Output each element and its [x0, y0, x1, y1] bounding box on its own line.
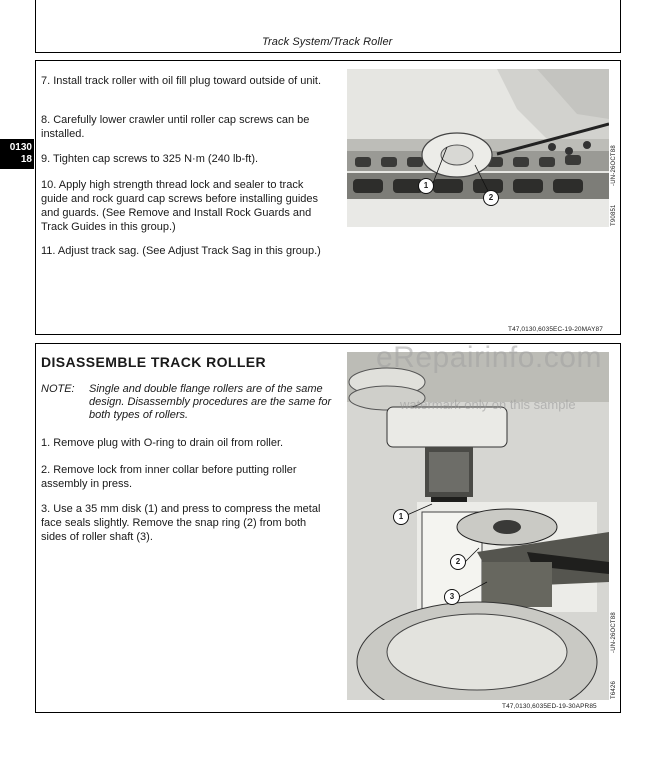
step-11: 11. Adjust track sag. (See Adjust Track Sag in this group.) — [41, 245, 321, 257]
step-9: 9. Tighten cap screws to 325 N·m (240 lb-ft). — [41, 153, 259, 165]
figure1-code-top: -UN-26OCT88 — [611, 145, 617, 186]
watermark-site: eRepairinfo.com — [376, 341, 602, 374]
track-roller-illustration — [347, 69, 609, 227]
note-text: Single and double flange rollers are of the same design. Disassembly procedures are the same for both types of rollers. — [89, 383, 332, 421]
figure1-code-bottom: T90851 — [611, 204, 617, 226]
figure2-callout-2: 2 — [450, 554, 466, 570]
section1-reference-code: T47,0130,6035EC-19-20MAY87 — [508, 326, 603, 333]
figure2-callout-3: 3 — [444, 589, 460, 605]
section-heading: DISASSEMBLE TRACK ROLLER — [41, 354, 267, 370]
figure1-callout-2: 2 — [483, 190, 499, 206]
note-label: NOTE: — [41, 383, 75, 395]
section2-reference-code: T47,0130,6035ED-19-30APR85 — [502, 703, 597, 710]
page-border-right-top — [620, 0, 621, 52]
figure2-code-top: -UN-26OCT88 — [611, 612, 617, 653]
disassembly-step-1: 1. Remove plug with O-ring to drain oil from roller. — [41, 437, 284, 449]
figure2-callout-1: 1 — [393, 509, 409, 525]
step-7: 7. Install track roller with oil fill plug toward outside of unit. — [41, 75, 322, 87]
header-rule — [35, 52, 621, 53]
disassembly-step-2: 2. Remove lock from inner collar before putting roller assembly in press. — [41, 464, 297, 490]
page-border-left-top — [35, 0, 36, 52]
watermark-notice: watermark only on this sample — [400, 397, 576, 412]
step-8: 8. Carefully lower crawler until roller cap screws can be installed. — [41, 114, 310, 140]
section-tab — [0, 139, 34, 169]
section-tab-page: 18 — [20, 154, 32, 165]
figure1-callout-1: 1 — [418, 178, 434, 194]
figure2-code-bottom: T6426 — [611, 680, 617, 699]
disassembly-step-3: 3. Use a 35 mm disk (1) and press to compress the metal face seals slightly. Remove the snap ring (2) from both sides of roller shaft (3). — [41, 503, 321, 543]
section-tab-number: 0130 — [9, 142, 32, 153]
running-header-title: Track System/Track Roller — [262, 36, 393, 48]
step-10: 10. Apply high strength thread lock and sealer to track guide and rock guard cap screws before installing guides and guards. (See Remove and Install Rock Guards and Track Guides in this group.) — [41, 179, 318, 233]
track-roller-installed-photo — [347, 69, 609, 227]
